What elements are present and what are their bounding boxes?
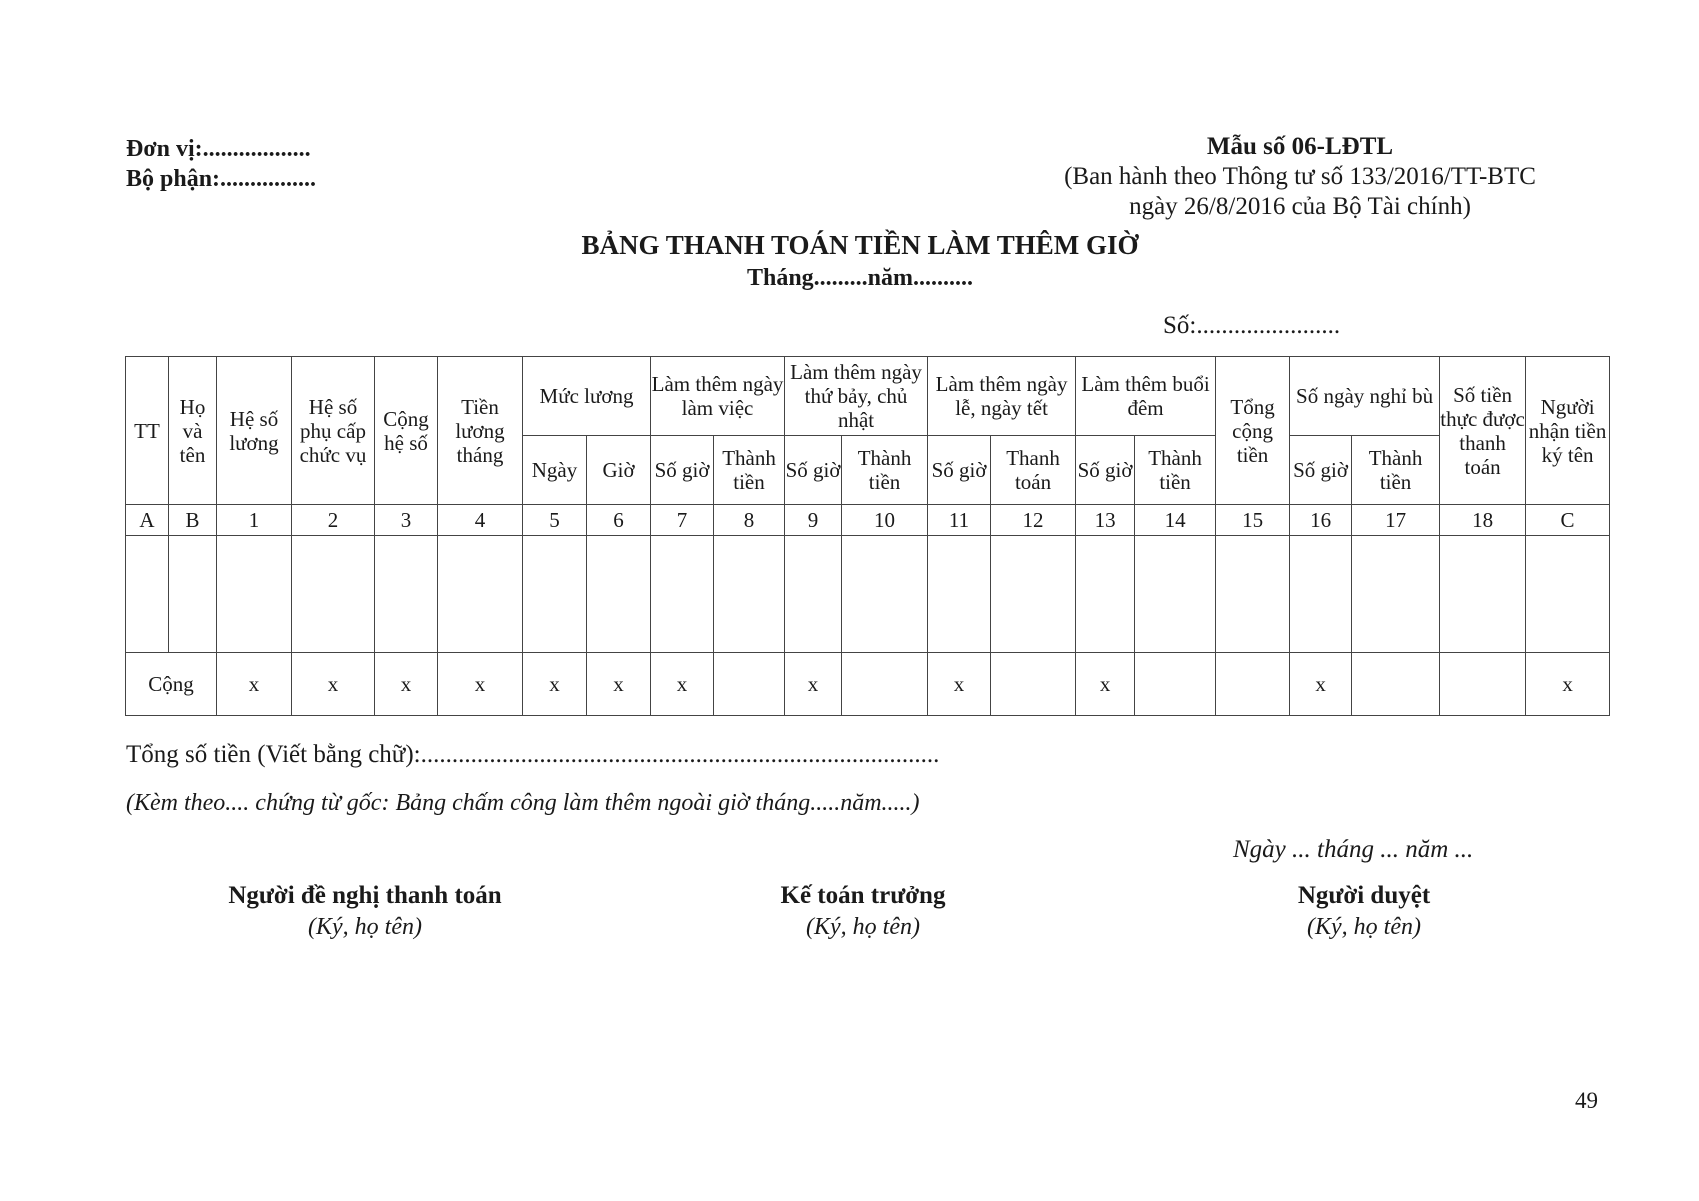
entry-cell[interactable] bbox=[438, 536, 523, 653]
data-entry-row bbox=[126, 536, 1610, 653]
date-line: Ngày ... tháng ... năm ... bbox=[1233, 836, 1474, 863]
total-row bbox=[126, 653, 1610, 716]
entry-cell[interactable] bbox=[651, 536, 714, 653]
total-cell[interactable] bbox=[1352, 653, 1440, 716]
index-cell: B bbox=[169, 505, 217, 536]
total-cell[interactable] bbox=[1440, 653, 1526, 716]
unit-info bbox=[126, 134, 316, 194]
index-cell: 15 bbox=[1216, 505, 1290, 536]
total-x-mark: x bbox=[1076, 653, 1135, 716]
sub-night-amount: Thành tiền bbox=[1135, 436, 1216, 505]
col-tt: TT bbox=[126, 357, 169, 505]
total-cell[interactable] bbox=[1216, 653, 1290, 716]
col-salary-rate: Mức lương bbox=[523, 357, 651, 436]
sub-holiday-hours: Số giờ bbox=[928, 436, 991, 505]
entry-cell[interactable] bbox=[217, 536, 292, 653]
index-cell: 8 bbox=[714, 505, 785, 536]
col-allowance-coef: Hệ số phụ cấp chức vụ bbox=[292, 357, 375, 505]
attachment-note: (Kèm theo.... chứng từ gốc: Bảng chấm công làm thêm ngoài giờ tháng.....năm.....) bbox=[126, 790, 920, 816]
sub-weekend-amount: Thành tiền bbox=[842, 436, 928, 505]
col-recipient-signature: Người nhận tiền ký tên bbox=[1526, 357, 1610, 505]
total-x-mark: x bbox=[217, 653, 292, 716]
total-x-mark: x bbox=[651, 653, 714, 716]
col-total-coef: Cộng hệ số bbox=[375, 357, 438, 505]
signature-requester bbox=[145, 882, 585, 941]
col-net-amount: Số tiền thực được thanh toán bbox=[1440, 357, 1526, 505]
total-x-mark: x bbox=[1290, 653, 1352, 716]
entry-cell[interactable] bbox=[1290, 536, 1352, 653]
sub-workday-amount: Thành tiền bbox=[714, 436, 785, 505]
signature-chief-accountant bbox=[643, 882, 1083, 941]
entry-cell[interactable] bbox=[842, 536, 928, 653]
form-code: Mẫu số 06-LĐTL bbox=[1206, 133, 1394, 160]
index-cell: 5 bbox=[523, 505, 587, 536]
col-ot-weekend: Làm thêm ngày thứ bảy, chủ nhật bbox=[785, 357, 928, 436]
signature-note: (Ký, họ tên) bbox=[806, 914, 920, 940]
entry-cell[interactable] bbox=[1526, 536, 1610, 653]
sub-rate-day: Ngày bbox=[523, 436, 587, 505]
issued-by-line2: ngày 26/8/2016 của Bộ Tài chính) bbox=[1129, 193, 1471, 220]
document-number: Số:....................... bbox=[1163, 312, 1341, 339]
total-x-mark: x bbox=[1526, 653, 1610, 716]
index-cell: 3 bbox=[375, 505, 438, 536]
entry-cell[interactable] bbox=[1135, 536, 1216, 653]
index-cell: 14 bbox=[1135, 505, 1216, 536]
total-x-mark: x bbox=[375, 653, 438, 716]
total-in-words: Tổng số tiền (Viết bằng chữ):................................................................................... bbox=[126, 741, 940, 768]
col-ot-workday: Làm thêm ngày làm việc bbox=[651, 357, 785, 436]
entry-cell[interactable] bbox=[523, 536, 587, 653]
issued-by-line1: (Ban hành theo Thông tư số 133/2016/TT-BTC bbox=[1064, 163, 1536, 190]
col-salary-coef: Hệ số lương bbox=[217, 357, 292, 505]
col-name: Họ và tên bbox=[169, 357, 217, 505]
entry-cell[interactable] bbox=[714, 536, 785, 653]
signature-role: Kế toán trưởng bbox=[780, 882, 946, 909]
signature-approver bbox=[1144, 882, 1584, 941]
period-line: Tháng.........năm.......... bbox=[746, 265, 974, 291]
index-cell: 7 bbox=[651, 505, 714, 536]
signature-note: (Ký, họ tên) bbox=[1307, 914, 1421, 940]
index-cell: 6 bbox=[587, 505, 651, 536]
total-cell[interactable] bbox=[714, 653, 785, 716]
sub-comp-amount: Thành tiền bbox=[1352, 436, 1440, 505]
header-row-1 bbox=[126, 357, 1610, 436]
total-x-mark: x bbox=[928, 653, 991, 716]
total-x-mark: x bbox=[587, 653, 651, 716]
page-number: 49 bbox=[1575, 1088, 1598, 1113]
index-cell: 16 bbox=[1290, 505, 1352, 536]
index-cell: 4 bbox=[438, 505, 523, 536]
entry-cell[interactable] bbox=[991, 536, 1076, 653]
total-cell[interactable] bbox=[842, 653, 928, 716]
sub-comp-hours: Số giờ bbox=[1290, 436, 1352, 505]
sub-holiday-payment: Thanh toán bbox=[991, 436, 1076, 505]
total-x-mark: x bbox=[523, 653, 587, 716]
total-x-mark: x bbox=[785, 653, 842, 716]
index-row bbox=[126, 505, 1610, 536]
col-monthly-salary: Tiền lương tháng bbox=[438, 357, 523, 505]
index-cell: A bbox=[126, 505, 169, 536]
entry-cell[interactable] bbox=[1076, 536, 1135, 653]
index-cell: 12 bbox=[991, 505, 1076, 536]
total-x-mark: x bbox=[292, 653, 375, 716]
entry-cell[interactable] bbox=[1216, 536, 1290, 653]
index-cell: 17 bbox=[1352, 505, 1440, 536]
form-info bbox=[1040, 132, 1560, 222]
index-cell: 13 bbox=[1076, 505, 1135, 536]
sub-rate-hour: Giờ bbox=[587, 436, 651, 505]
index-cell: C bbox=[1526, 505, 1610, 536]
unit-label: Đơn vị:.................. bbox=[126, 136, 311, 162]
entry-cell[interactable] bbox=[1440, 536, 1526, 653]
entry-cell[interactable] bbox=[169, 536, 217, 653]
col-ot-holiday: Làm thêm ngày lễ, ngày tết bbox=[928, 357, 1076, 436]
index-cell: 9 bbox=[785, 505, 842, 536]
signature-note: (Ký, họ tên) bbox=[308, 914, 422, 940]
col-ot-night: Làm thêm buổi đêm bbox=[1076, 357, 1216, 436]
total-label: Cộng bbox=[126, 653, 217, 716]
index-cell: 1 bbox=[217, 505, 292, 536]
sub-workday-hours: Số giờ bbox=[651, 436, 714, 505]
index-cell: 10 bbox=[842, 505, 928, 536]
total-cell[interactable] bbox=[991, 653, 1076, 716]
entry-cell[interactable] bbox=[292, 536, 375, 653]
entry-cell[interactable] bbox=[785, 536, 842, 653]
entry-cell[interactable] bbox=[126, 536, 169, 653]
title-block bbox=[430, 230, 1290, 292]
col-comp-days: Số ngày nghỉ bù bbox=[1290, 357, 1440, 436]
sub-night-hours: Số giờ bbox=[1076, 436, 1135, 505]
overtime-payment-table bbox=[125, 356, 1610, 716]
signature-role: Người đề nghị thanh toán bbox=[228, 882, 502, 909]
total-x-mark: x bbox=[438, 653, 523, 716]
department-label: Bộ phận:................ bbox=[126, 166, 317, 192]
document-title: BẢNG THANH TOÁN TIỀN LÀM THÊM GIỜ bbox=[581, 230, 1139, 260]
entry-cell[interactable] bbox=[587, 536, 651, 653]
col-total-pay: Tổng cộng tiền bbox=[1216, 357, 1290, 505]
total-cell[interactable] bbox=[1135, 653, 1216, 716]
signature-role: Người duyệt bbox=[1297, 882, 1431, 909]
entry-cell[interactable] bbox=[1352, 536, 1440, 653]
index-cell: 18 bbox=[1440, 505, 1526, 536]
sub-weekend-hours: Số giờ bbox=[785, 436, 842, 505]
index-cell: 2 bbox=[292, 505, 375, 536]
entry-cell[interactable] bbox=[928, 536, 991, 653]
entry-cell[interactable] bbox=[375, 536, 438, 653]
index-cell: 11 bbox=[928, 505, 991, 536]
